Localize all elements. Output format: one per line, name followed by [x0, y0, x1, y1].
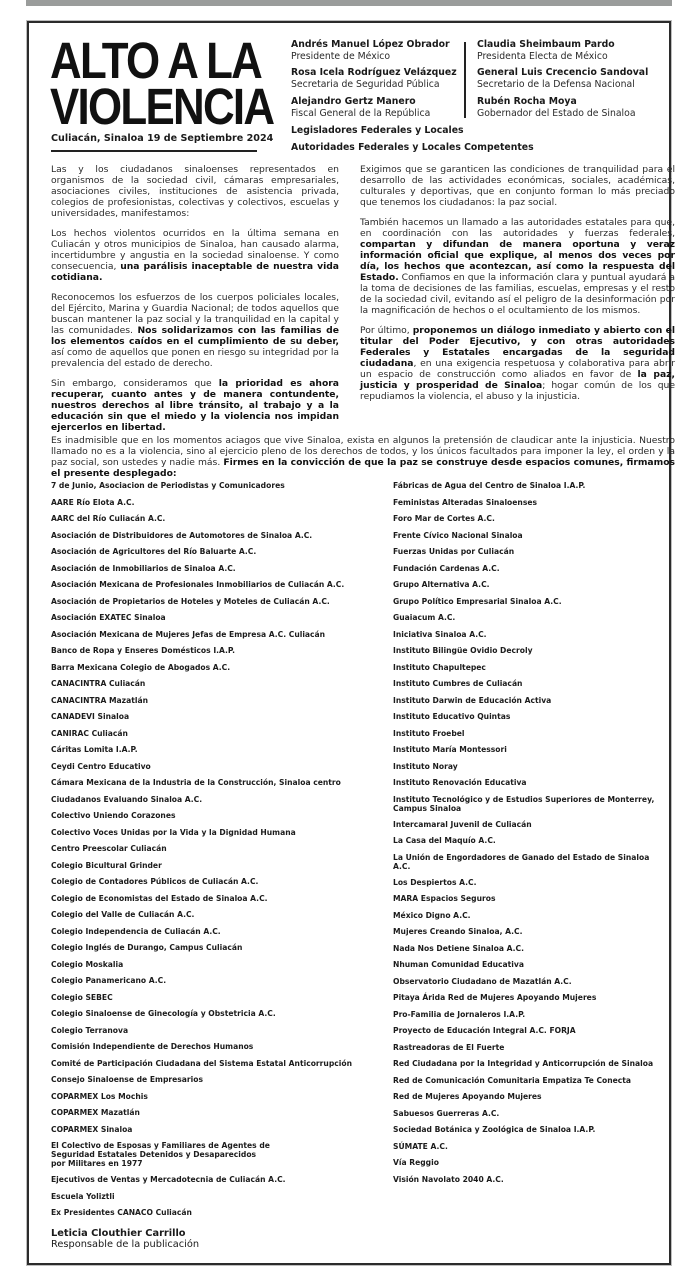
official-role: Fiscal General de la República — [291, 108, 431, 119]
signatory-item: Vía Reggio — [393, 1158, 439, 1167]
signatory-item: Colegio Panamericano A.C. — [51, 976, 167, 985]
emphasis-text: proponemos un diálogo inmediato y abierto con el titular del Poder Ejecutivo, y con otras autoridades Federales y Estatales encargadas de la seguridad ciudadana — [360, 325, 675, 369]
signatory-item: COPARMEX Sinaloa — [51, 1124, 133, 1134]
publication-responsible — [51, 1228, 199, 1250]
signatory-item: Banco de Ropa y Enseres Domésticos I.A.P. — [51, 646, 235, 655]
signatory-item: El Colectivo de Esposas y Familiares de Agentes de Seguridad Estatales Detenidos y Desaparecidos por Militares en 1977 — [51, 1141, 270, 1168]
body-text: Sin embargo, consideramos que — [51, 378, 219, 389]
signatory-item: Colegio de Contadores Públicos de Culiacán A.C. — [51, 877, 259, 886]
signatory-item: Consejo Sinaloense de Empresarios — [51, 1075, 204, 1084]
signatory-item: COPARMEX Mazatlán — [51, 1108, 140, 1117]
official-0 — [291, 39, 450, 63]
official-name: General Luis Crecencio Sandoval — [477, 67, 649, 78]
signatory-item: Comité de Participación Ciudadana del Sistema Estatal Anticorrupción — [51, 1058, 352, 1068]
signatory-item: Instituto Froebel — [393, 728, 465, 738]
body-text: ; hogar común de los que repudiamos la violencia, el abuso y la injusticia. — [360, 380, 676, 402]
signatory-item: CANACINTRA Mazatlán — [51, 695, 148, 705]
signatory-item: Pro-Familia de Jornaleros I.A.P. — [393, 1009, 526, 1019]
official-role: Secretaria de Seguridad Pública — [291, 79, 440, 90]
signatory-item: Grupo Alternativa A.C. — [393, 580, 490, 589]
signatory-item: Proyecto de Educación Integral A.C. FORJA — [393, 1026, 576, 1035]
signatory-item: Colegio del Valle de Culiacán A.C. — [51, 910, 195, 919]
signatory-item: Ciudadanos Evaluando Sinaloa A.C. — [51, 794, 203, 804]
signatory-item: Asociación de Agricultores del Río Baluarte A.C. — [51, 547, 257, 556]
headline — [50, 32, 274, 135]
signatory-item: Grupo Político Empresarial Sinaloa A.C. — [393, 596, 562, 606]
signatory-item: Red Ciudadana por la Integridad y Anticorrupción de Sinaloa — [393, 1059, 654, 1068]
signatory-item: Asociación de Propietarios de Hoteles y Moteles de Culiacán A.C. — [51, 596, 330, 606]
paragraph-left-3 — [51, 378, 339, 433]
headline-line-1: ALTO A LA — [50, 32, 262, 89]
body-text: Exigimos que se garanticen las condiciones de tranquilidad para el desarrollo de las actividades económicas, sociales, académicas, culturales y deportivas, que en conjunto forman lo más preciado que tenemos los ciudadanos: la paz social. — [360, 164, 675, 208]
body-text: Los hechos violentos ocurridos en la última semana en Culiacán y otros municipios de Sinaloa, han causado alarma, incertidumbre y angustia en la sociedad sinaloense. Y como consecuencia, — [51, 228, 339, 272]
paragraph-right-2 — [360, 325, 675, 402]
dateline-rule — [51, 150, 257, 152]
signatory-item: Colegio Bicultural Grinder — [51, 860, 162, 870]
signatory-item: Asociación Mexicana de Profesionales Inmobiliarios de Culiacán A.C. — [51, 580, 345, 589]
signatory-item: México Digno A.C. — [393, 910, 471, 920]
signatory-item: Guaiacum A.C. — [393, 613, 456, 622]
official-name: Alejandro Gertz Manero — [291, 96, 416, 107]
signatory-item: Frente Cívico Nacional Sinaloa — [393, 530, 523, 540]
signatory-item: AARC del Río Culiacán A.C. — [51, 514, 166, 523]
signatory-item: Red de Mujeres Apoyando Mujeres — [393, 1092, 542, 1101]
signatory-item: La Casa del Maquío A.C. — [393, 836, 496, 845]
signatory-item: Sociedad Botánica y Zoológica de Sinaloa I.A.P. — [393, 1125, 596, 1134]
signatory-item: Instituto Renovación Educativa — [393, 778, 527, 787]
signatory-item: Instituto Darwin de Educación Activa — [393, 695, 552, 705]
dateline: Culiacán, Sinaloa 19 de Septiembre 2024 — [51, 133, 274, 144]
official-name: Rosa Icela Rodríguez Velázquez — [291, 67, 457, 78]
emphasis-text: una parálisis inaceptable de nuestra vida cotidiana. — [51, 261, 339, 283]
addressee-legislators: Legisladores Federales y Locales — [291, 125, 464, 136]
signatory-item: CANADEVI Sinaloa — [51, 712, 130, 721]
official-5 — [477, 96, 636, 120]
signatory-item: Sabuesos Guerreras A.C. — [393, 1108, 500, 1118]
signatory-item: Asociación de Distribuidores de Automotores de Sinaloa A.C. — [51, 530, 313, 540]
signatory-item: MARA Espacios Seguros — [393, 894, 496, 903]
addressee-authorities: Autoridades Federales y Locales Competentes — [291, 142, 534, 153]
signatory-item: Fundación Cardenas A.C. — [393, 563, 500, 573]
signatory-item: Asociación Mexicana de Mujeres Jefas de Empresa A.C. Culiacán — [51, 629, 326, 639]
signatory-item: Nhuman Comunidad Educativa — [393, 960, 524, 969]
closing-text — [51, 435, 675, 479]
signatory-item: Barra Mexicana Colegio de Abogados A.C. — [51, 662, 231, 672]
signatory-item: Instituto Bilingüe Ovidio Decroly — [393, 646, 533, 655]
signatory-item: Cámara Mexicana de la Industria de la Construcción, Sinaloa centro — [51, 778, 341, 787]
signatory-item: Visión Navolato 2040 A.C. — [393, 1174, 504, 1184]
official-role: Secretario de la Defensa Nacional — [477, 79, 635, 90]
body-left-column — [51, 164, 339, 442]
signatory-item: Colegio de Economistas del Estado de Sinaloa A.C. — [51, 893, 268, 903]
official-3 — [477, 67, 648, 91]
signatory-item: Instituto Cumbres de Culiacán — [393, 679, 523, 688]
signatories-right-list — [393, 481, 658, 1191]
signatory-item: Ejecutivos de Ventas y Mercadotecnia de Culiacán A.C. — [51, 1175, 286, 1184]
paragraph-right-0 — [360, 164, 675, 208]
paragraph-left-2 — [51, 292, 339, 369]
emphasis-text: la paz, justicia y prosperidad de Sinaloa — [360, 369, 675, 391]
official-2 — [291, 67, 457, 91]
signatory-item: Red de Comunicación Comunitaria Empatiza Te Conecta — [393, 1075, 632, 1085]
signatory-item: Intercamaral Juvenil de Culiacán — [393, 819, 532, 829]
signatories-left-list — [51, 481, 352, 1225]
official-role: Gobernador del Estado de Sinaloa — [477, 108, 636, 119]
signatory-item: Instituto María Montessori — [393, 745, 507, 754]
official-name: Rubén Rocha Moya — [477, 96, 577, 107]
signatory-item: AARE Río Elota A.C. — [51, 497, 135, 507]
signatory-item: Iniciativa Sinaloa A.C. — [393, 629, 487, 639]
responsible-role: Responsable de la publicación — [51, 1239, 200, 1250]
signatory-item: Colegio Sinaloense de Ginecología y Obstetricia A.C. — [51, 1009, 276, 1018]
paragraph-right-1 — [360, 217, 675, 316]
signatory-item: Observatorio Ciudadano de Mazatlán A.C. — [393, 976, 572, 986]
emphasis-text: Nos solidarizamos con las familias de los elementos caídos en el cumplimiento de su deber, — [51, 325, 339, 347]
signatory-item: Mujeres Creando Sinaloa, A.C. — [393, 927, 523, 936]
emphasis-text: compartan y difundan de manera oportuna y veraz información oficial que explique, al menos dos veces por día, los hechos que acontezcan, así como la respuesta del Estado. — [360, 239, 675, 283]
signatory-item: Los Despiertos A.C. — [393, 877, 477, 887]
closing-paragraph — [51, 426, 675, 488]
official-name: Andrés Manuel López Obrador — [291, 39, 450, 50]
signatory-item: Colegio Inglés de Durango, Campus Culiacán — [51, 943, 243, 952]
signatory-item: Instituto Tecnológico y de Estudios Superiores de Monterrey, Campus Sinaloa — [393, 794, 655, 813]
body-text: También hacemos un llamado a las autoridades estatales para que, en coordinación con las autoridades y fuerzas federales, — [360, 217, 675, 239]
signatory-item: CANACINTRA Culiacán — [51, 679, 146, 688]
emphasis-text: la prioridad es ahora recuperar, cuanto antes y de manera contundente, nuestros derechos al libre tránsito, al trabajo y a la educación sin que el miedo y la violencia nos impidan ejercerlos en libertad. — [51, 378, 340, 433]
signatory-item: Centro Preescolar Culiacán — [51, 844, 167, 853]
body-text: Por último, — [360, 325, 413, 336]
official-4 — [291, 96, 430, 120]
top-gray-bar — [26, 0, 672, 6]
signatory-item: Colegio Terranova — [51, 1025, 129, 1035]
official-1 — [477, 39, 615, 63]
signatory-item: Colegio SEBEC — [51, 992, 113, 1002]
signatory-item: Instituto Educativo Quintas — [393, 712, 511, 721]
headline-line-2: VIOLENCIA — [50, 78, 274, 135]
body-text: Las y los ciudadanos sinaloenses representados en organismos de la sociedad civil, cámaras empresariales, asociaciones civiles, instituciones de asistencia privada, colegios de profesionistas, colectivas y colectivos, escuelas y universidades, manifestamos: — [51, 164, 339, 219]
body-right-column — [360, 164, 675, 411]
signatory-item: Feministas Alteradas Sinaloenses — [393, 497, 538, 507]
body-text: Confiamos en que la información clara y puntual ayudará a la toma de decisiones de las familias, escuelas, empresas y el resto de la sociedad civil, evitando así el peligro de la desinformación por la magnificación de hechos o el ocultamiento de los mismos. — [360, 272, 675, 316]
signatory-item: CANIRAC Culiacán — [51, 728, 128, 738]
signatory-item: Ex Presidentes CANACO Culiacán — [51, 1208, 192, 1217]
signatory-item: Rastreadoras de El Fuerte — [393, 1042, 505, 1052]
signatory-item: Cáritas Lomita I.A.P. — [51, 745, 138, 754]
signatory-item: 7 de Junio, Asociacion de Periodistas y Comunicadores — [51, 481, 285, 490]
body-text: , en una exigencia respetuosa y colaborativa para abrir un espacio de construcción como aliados en favor de — [360, 358, 675, 380]
responsible-name: Leticia Clouthier Carrillo — [51, 1228, 186, 1239]
body-text: Es inadmisible que en los momentos aciagos que vive Sinaloa, exista en algunos la pretensión de claudicar ante la injusticia. Nuestro llamado no es a la violencia, sino al ejercicio pleno de los derechos de todos, y los únicos facultados para imponer la ley, el orden y la paz social, son ustedes y nadie más. — [51, 435, 675, 469]
signatory-item: Colegio Independencia de Culiacán A.C. — [51, 926, 221, 936]
body-text: Reconocemos los esfuerzos de los cuerpos policiales locales, del Ejército, Marina y Guardia Nacional; de todos aquellos que buscan mantener la paz social y la tranquilidad en la capital y las comunidades. — [51, 292, 339, 336]
signatory-item: COPARMEX Los Mochis — [51, 1091, 148, 1101]
signatory-item: Fábricas de Agua del Centro de Sinaloa I.A.P. — [393, 481, 586, 490]
signatory-item: Foro Mar de Cortes A.C. — [393, 514, 495, 523]
signatory-item: Colectivo Uniendo Corazones — [51, 811, 176, 820]
official-role: Presidenta Electa de México — [477, 51, 608, 62]
signatory-item: Asociación EXATEC Sinaloa — [51, 613, 166, 622]
signatory-item: Colectivo Voces Unidas por la Vida y la Dignidad Humana — [51, 827, 296, 837]
body-text: así como de aquellos que ponen en riesgo su integridad por la prevalencia del estado de derecho. — [51, 347, 339, 369]
paragraph-left-0 — [51, 164, 339, 219]
signatory-item: Ceydi Centro Educativo — [51, 761, 151, 771]
signatory-item: Escuela Yoliztli — [51, 1191, 115, 1201]
official-name: Claudia Sheimbaum Pardo — [477, 39, 615, 50]
signatory-item: Fuerzas Unidas por Culiacán — [393, 547, 515, 556]
signatory-item: SÚMATE A.C. — [393, 1141, 448, 1151]
emphasis-text: Firmes en la convicción de que la paz se construye desde espacios comunes, firmamos el presente desplegado: — [51, 457, 675, 480]
officials-divider — [464, 42, 466, 118]
signatory-item: Instituto Noray — [393, 761, 458, 771]
signatory-item: Asociación de Inmobiliarios de Sinaloa A.C. — [51, 563, 236, 573]
signatory-item: Colegio Moskalia — [51, 959, 124, 969]
signatory-item: La Unión de Engordadores de Ganado del Estado de Sinaloa A.C. — [393, 852, 650, 871]
signatory-item: Nada Nos Detiene Sinaloa A.C. — [393, 943, 525, 953]
signatory-item: Pitaya Árida Red de Mujeres Apoyando Mujeres — [393, 993, 597, 1002]
signatory-item: Comisión Independiente de Derechos Humanos — [51, 1042, 254, 1051]
signatory-item: Instituto Chapultepec — [393, 662, 486, 672]
paragraph-left-1 — [51, 228, 339, 283]
official-role: Presidente de México — [291, 51, 391, 62]
